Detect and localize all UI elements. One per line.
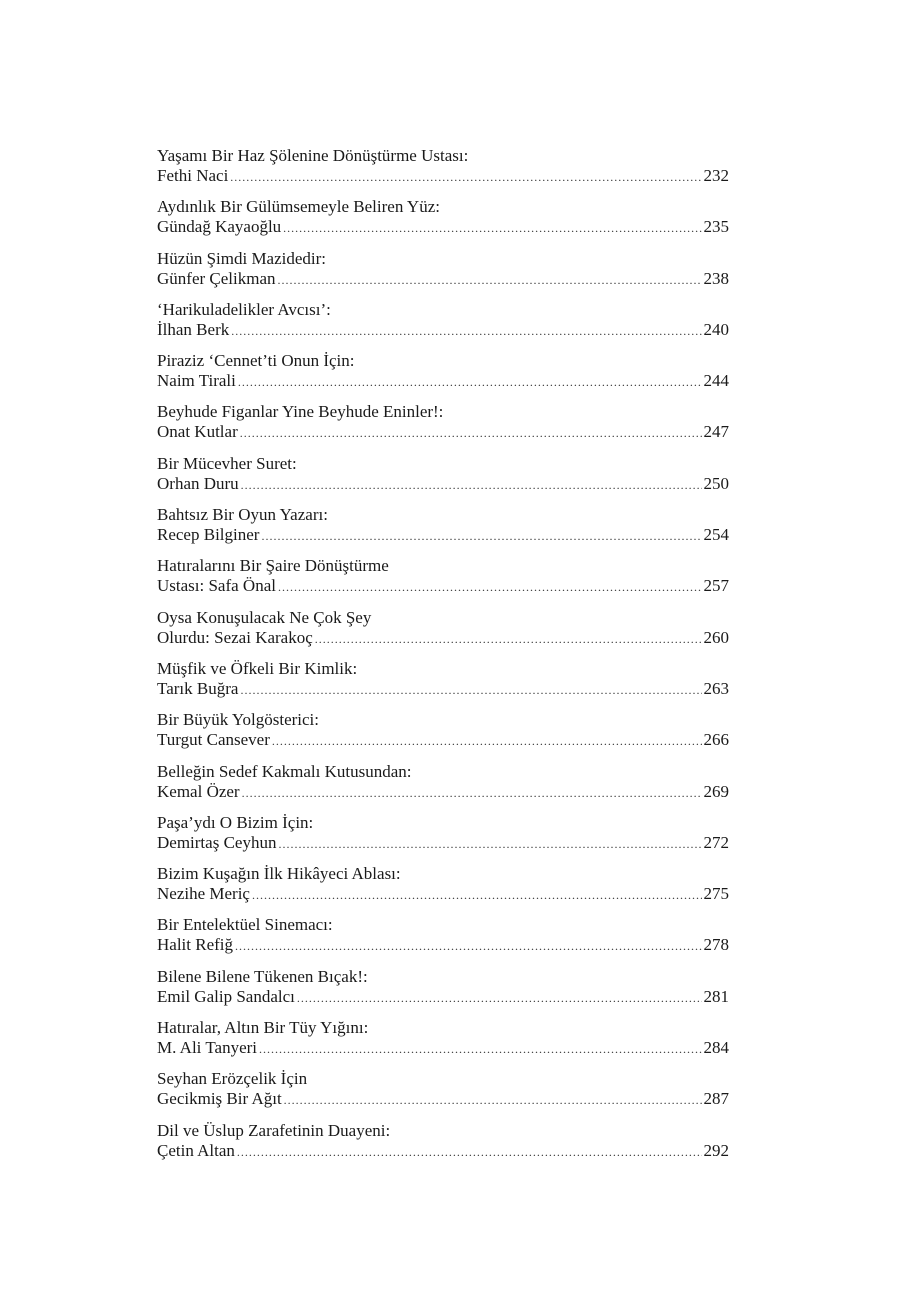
toc-entry-author: Naim Tirali (157, 371, 236, 391)
toc-entry-author: Turgut Cansever (157, 730, 270, 750)
toc-entry (157, 967, 729, 1018)
toc-entry (157, 505, 729, 556)
toc-entry-author: Olurdu: Sezai Karakoç (157, 627, 313, 647)
toc-entry-author-line (157, 884, 729, 905)
toc-entry-author: Orhan Duru (157, 473, 239, 493)
toc-entry-author: Gündağ Kayaoğlu (157, 217, 282, 237)
toc-entry (157, 608, 729, 659)
dot-leader (261, 525, 701, 546)
toc-entry-author-line (157, 833, 729, 854)
dot-leader (230, 166, 701, 187)
toc-entry-author-line (157, 679, 729, 700)
toc-entry-title: Seyhan Erözçelik İçin (157, 1069, 308, 1089)
toc-entry-title: Bilene Bilene Tükenen Bıçak!: (157, 966, 368, 986)
toc-entry-author-line (157, 1089, 729, 1110)
toc-entry-title: Yaşamı Bir Haz Şölenine Dönüştürme Ustası: (157, 146, 469, 165)
toc-entry-title: Bizim Kuşağın İlk Hikâyeci Ablası: (157, 864, 401, 884)
dot-leader (235, 935, 701, 956)
toc-entry-title: Dil ve Üslup Zarafetinin Duayeni: (157, 1120, 391, 1140)
toc-entry-author-line (157, 166, 729, 187)
toc-entry (157, 249, 729, 300)
toc-entry-author: İlhan Berk (157, 319, 230, 339)
dot-leader (259, 1038, 701, 1059)
toc-entry-title: Bir Mücevher Suret: (157, 453, 297, 473)
toc-entry-author-line (157, 730, 729, 751)
toc-entry-author: Demirtaş Ceyhun (157, 832, 277, 852)
toc-entry-title: Hüzün Şimdi Mazidedir: (157, 248, 327, 268)
toc-entry-author-line (157, 371, 729, 392)
toc-entry-title: Bahtsız Bir Oyun Yazarı: (157, 505, 328, 525)
toc-entry-page: 257 (703, 576, 729, 596)
toc-entry-author: Günfer Çelikman (157, 268, 276, 288)
toc-entry (157, 710, 729, 761)
toc-entry-page: 232 (703, 166, 729, 185)
dot-leader (240, 679, 701, 700)
toc-entry-page: 254 (703, 525, 729, 545)
toc-entry-author-line (157, 628, 729, 649)
dot-leader (315, 628, 702, 649)
dot-leader (297, 987, 702, 1008)
toc-entry (157, 1121, 729, 1172)
toc-entry-author-line (157, 474, 729, 495)
toc-entry-author: Kemal Özer (157, 781, 240, 801)
toc-entry-author-line (157, 782, 729, 803)
dot-leader (283, 217, 701, 238)
toc-entry-page: 269 (703, 781, 729, 801)
toc-entry-author-line (157, 269, 729, 290)
toc-entry-author-line (157, 935, 729, 956)
dot-leader (238, 371, 702, 392)
toc-entry-author: Emil Galip Sandalcı (157, 986, 295, 1006)
dot-leader (237, 1141, 702, 1162)
toc-entry-title: Müşfik ve Öfkeli Bir Kimlik: (157, 658, 358, 678)
toc-entry-page: 247 (703, 422, 729, 442)
toc-entry-page: 281 (703, 986, 729, 1006)
toc-entry-page: 287 (703, 1089, 729, 1109)
dot-leader (278, 833, 701, 854)
toc-entry (157, 300, 729, 351)
toc-entry-author: Recep Bilginer (157, 525, 260, 545)
toc-entry-author: Gecikmiş Bir Ağıt (157, 1089, 282, 1109)
toc-entry-title: Beyhude Figanlar Yine Beyhude Eninler!: (157, 402, 444, 422)
toc-entry-page: 278 (703, 935, 729, 955)
toc-entry-author-line (157, 525, 729, 546)
toc-entry-author-line (157, 320, 729, 341)
toc-entry (157, 197, 729, 248)
toc-entry-author: Halit Refiğ (157, 935, 234, 955)
toc-entry-page: 250 (703, 473, 729, 493)
toc-entry (157, 813, 729, 864)
toc-entry-title: Hatıralarını Bir Şaire Dönüştürme (157, 556, 389, 576)
dot-leader (272, 730, 702, 751)
toc-entry (157, 351, 729, 402)
dot-leader (240, 422, 702, 443)
toc-entry-author: Onat Kutlar (157, 422, 238, 442)
toc-entry (157, 402, 729, 453)
toc-entry-author-line (157, 217, 729, 238)
toc-entry (157, 1018, 729, 1069)
toc-entry-author: Çetin Altan (157, 1140, 235, 1160)
toc-entry-author-line (157, 422, 729, 443)
toc-entry (157, 454, 729, 505)
toc-entry-title: Oysa Konuşulacak Ne Çok Şey (157, 607, 372, 627)
toc-entry-author: Ustası: Safa Önal (157, 576, 276, 596)
toc-entry-page: 266 (703, 730, 729, 750)
toc-entry-author-line (157, 987, 729, 1008)
toc-entry-page: 238 (703, 268, 729, 288)
dot-leader (231, 320, 701, 341)
toc-entry-author-line (157, 1038, 729, 1059)
toc-entry-title: Bir Entelektüel Sinemacı: (157, 915, 333, 935)
toc-entry-author-line (157, 576, 729, 597)
toc-entry-author: Fethi Naci (157, 166, 229, 185)
toc-entry-page: 272 (703, 832, 729, 852)
toc-entry-author: Tarık Buğra (157, 678, 239, 698)
toc-entry-page: 260 (703, 627, 729, 647)
dot-leader (252, 884, 702, 905)
toc-entry (157, 915, 729, 966)
toc-entry-page: 284 (703, 1038, 729, 1058)
toc-entry-title: Belleğin Sedef Kakmalı Kutusundan: (157, 761, 412, 781)
toc-entry-page: 240 (703, 319, 729, 339)
toc-entry (157, 146, 729, 197)
toc-entry (157, 864, 729, 915)
toc-entry-title: Bir Büyük Yolgösterici: (157, 710, 319, 730)
toc-entry-title: Paşa’ydı O Bizim İçin: (157, 812, 314, 832)
toc-entry-page: 235 (703, 217, 729, 237)
toc-entry (157, 762, 729, 813)
toc-entry-title: Piraziz ‘Cennet’ti Onun İçin: (157, 351, 355, 371)
toc-entry-page: 292 (703, 1140, 729, 1160)
toc-entry-page: 244 (703, 371, 729, 391)
dot-leader (278, 269, 702, 290)
dot-leader (241, 474, 702, 495)
toc-entry (157, 1069, 729, 1120)
toc-entry-page: 275 (703, 884, 729, 904)
dot-leader (242, 782, 702, 803)
dot-leader (278, 576, 702, 597)
toc-entry-author: Nezihe Meriç (157, 884, 250, 904)
toc-entry (157, 659, 729, 710)
dot-leader (284, 1089, 702, 1110)
toc-entry-page: 263 (703, 678, 729, 698)
toc-entry-author-line (157, 1141, 729, 1162)
toc-entry-title: Aydınlık Bir Gülümsemeyle Beliren Yüz: (157, 197, 440, 217)
toc-entry (157, 556, 729, 607)
toc-entry-author: M. Ali Tanyeri (157, 1038, 258, 1058)
toc-entry-title: Hatıralar, Altın Bir Tüy Yığını: (157, 1018, 369, 1038)
toc-entry-title: ‘Harikuladelikler Avcısı’: (157, 299, 331, 319)
table-of-contents (157, 146, 729, 1172)
